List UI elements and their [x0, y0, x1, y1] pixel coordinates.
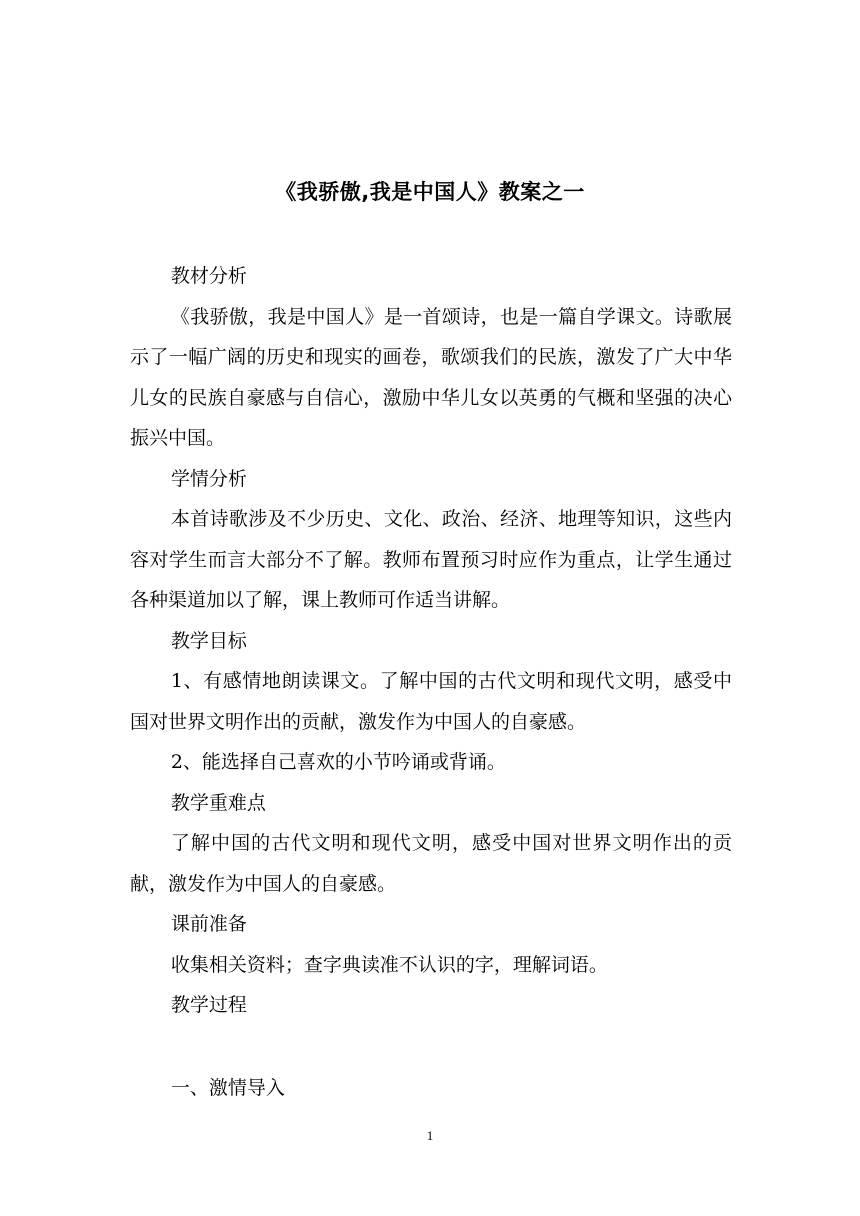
document-body: [130, 256, 732, 1108]
paragraph-key-difficulties: 了解中国的古代文明和现代文明，感受中国对世界文明作出的贡献，激发作为中国人的自豪感。: [130, 832, 732, 895]
document-title: 《我骄傲,我是中国人》教案之一: [275, 180, 585, 204]
section-heading-preparation: 课前准备: [170, 913, 247, 935]
section-heading-textbook-analysis: 教材分析: [170, 265, 247, 287]
page-number: 1: [426, 1128, 434, 1143]
section-heading-key-difficulties: 教学重难点: [170, 791, 266, 814]
paragraph-textbook-analysis: 《我骄傲，我是中国人》是一首颂诗，也是一篇自学课文。诗歌展示了一幅广阔的历史和现实的画卷，歌颂我们的民族，激发了广大中华儿女的民族自豪感与自信心，激励中华儿女以英勇的气概和坚强的决心振兴中国。: [130, 305, 732, 449]
section-heading-introduction: 一、激情导入: [170, 1076, 285, 1099]
paragraph-goal-1: 1、有感情地朗读课文。了解中国的古代文明和现代文明，感受中国对世界文明作出的贡献，激发作为中国人的自豪感。: [130, 670, 732, 733]
section-heading-teaching-goals: 教学目标: [170, 629, 247, 652]
section-heading-student-analysis: 学情分析: [170, 467, 247, 490]
section-heading-teaching-process: 教学过程: [170, 994, 247, 1016]
paragraph-preparation: 收集相关资料；查字典读准不认识的字，理解词语。: [170, 953, 608, 976]
paragraph-student-analysis: 本首诗歌涉及不少历史、文化、政治、经济、地理等知识，这些内容对学生而言大部分不了解。教师布置预习时应作为重点，让学生通过各种渠道加以了解，课上教师可作适当讲解。: [130, 508, 732, 611]
paragraph-goal-2: 2、能选择自己喜欢的小节吟诵或背诵。: [170, 751, 506, 773]
blank-line: [130, 1026, 732, 1068]
